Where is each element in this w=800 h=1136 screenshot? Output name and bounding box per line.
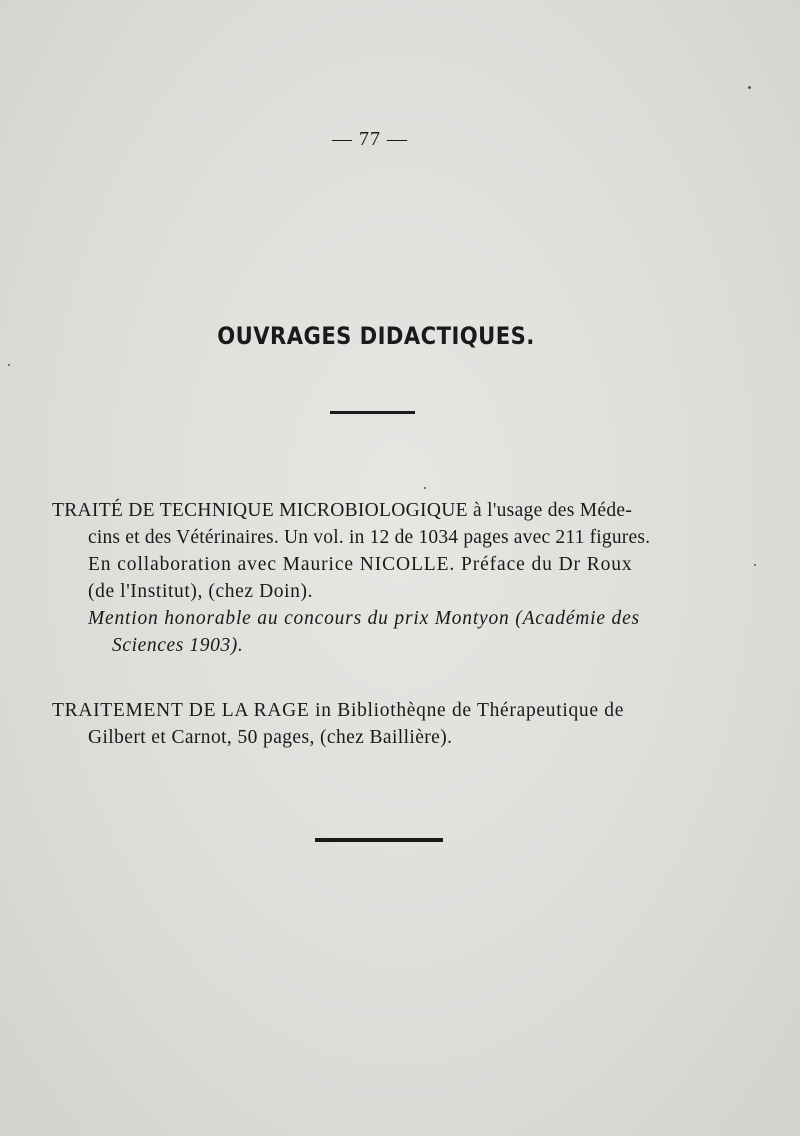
title-divider (330, 411, 415, 414)
closing-divider (315, 838, 443, 842)
entry-line: Gilbert et Carnot, 50 pages, (chez Baillière). (88, 727, 453, 748)
entry-line: En collaboration avec Maurice NICOLLE. Préface du Dr Roux (88, 554, 633, 575)
entry-line: TRAITÉ DE TECHNIQUE MICROBIOLOGIQUE à l'usage des Méde- (52, 500, 633, 521)
page-number: — 77 — (332, 128, 408, 150)
entry-note: Mention honorable au concours du prix Montyon (Académie des (88, 608, 640, 629)
paper-speck (754, 564, 756, 566)
paper-speck (748, 86, 751, 89)
entry-line: (de l'Institut), (chez Doin). (88, 581, 314, 602)
entry-line: TRAITEMENT DE LA RAGE in Bibliothèqne de Thérapeutique de (52, 700, 625, 721)
paper-speck (8, 364, 10, 366)
bibliography-entry-traitement (52, 697, 702, 751)
paper-speck (424, 487, 426, 489)
entry-note: Sciences 1903). (112, 635, 244, 656)
entry-line: cins et des Vétérinaires. Un vol. in 12 de 1034 pages avec 211 figures. (88, 527, 651, 548)
bibliography-entry-traite (52, 497, 702, 659)
section-title: OUVRAGES DIDACTIQUES. (217, 322, 535, 350)
